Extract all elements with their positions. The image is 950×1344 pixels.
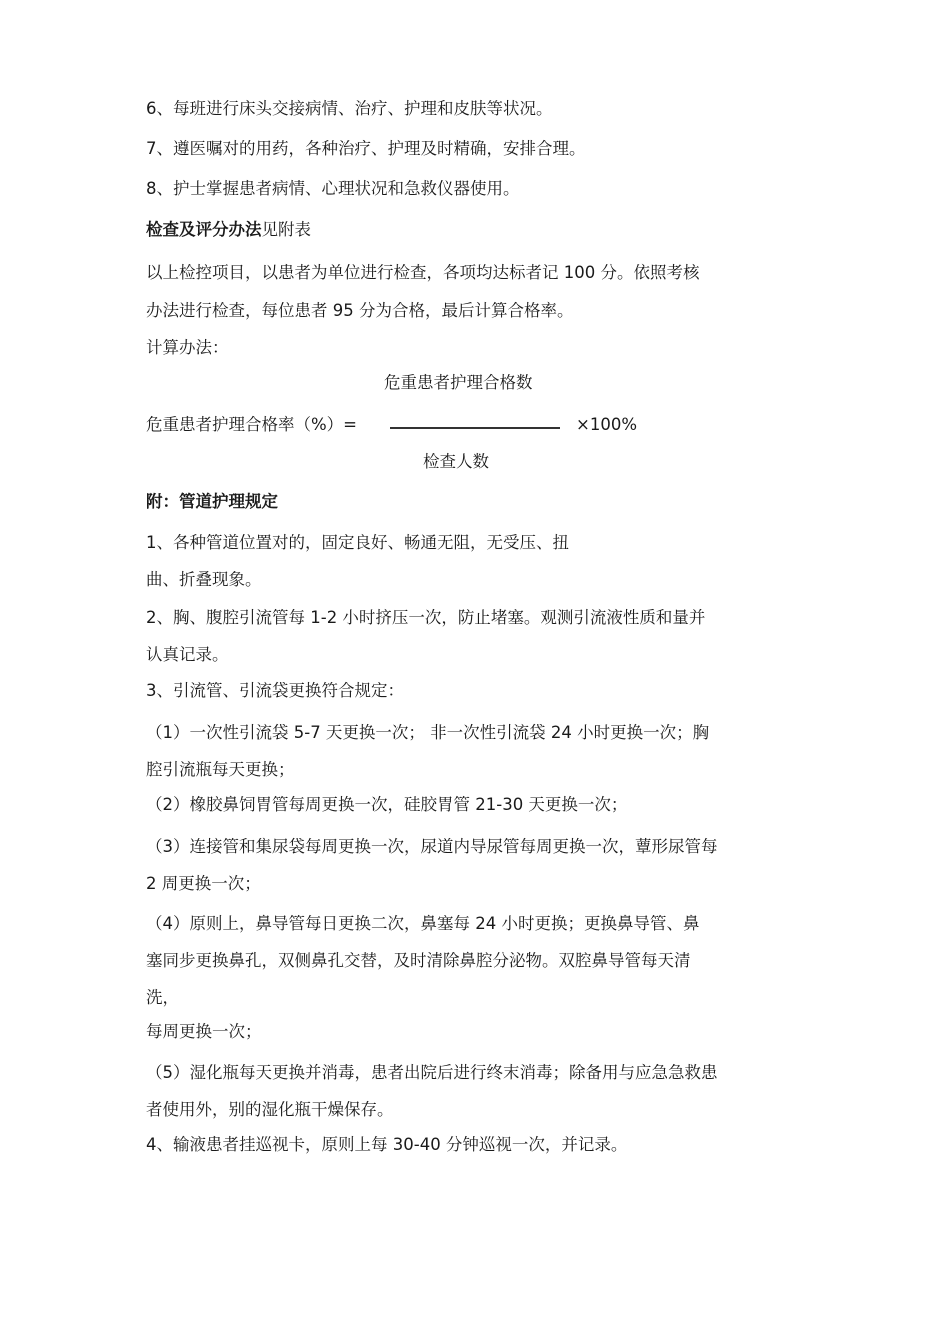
sub-item-1-line-2: 腔引流瓶每天更换； [146, 760, 295, 779]
check-heading-bold: 检查及评分办法 [146, 220, 262, 239]
formula-left: 危重患者护理合格率（%）= [146, 415, 358, 434]
sub-item-4-line-4: 每周更换一次； [146, 1022, 262, 1041]
paragraph-line-1: 以上检控项目，以患者为单位进行检查，各项均达标者记 100 分。依照考核 [146, 263, 700, 282]
appendix-item-1-line-2: 曲、折叠现象。 [146, 570, 262, 589]
sub-item-3-line-1: （3）连接管和集尿袋每周更换一次，尿道内导尿管每周更换一次，蕈形尿管每 [146, 837, 718, 856]
appendix-item-4: 4、输液患者挂巡视卡，原则上每 30-40 分钟巡视一次，并记录。 [146, 1135, 628, 1154]
appendix-item-3: 3、引流管、引流袋更换符合规定： [146, 681, 404, 700]
appendix-item-2-line-2: 认真记录。 [146, 645, 229, 664]
appendix-item-1-line-1: 1、各种管道位置对的，固定良好、畅通无阻，无受压、扭 [146, 533, 569, 552]
item-6: 6、每班进行床头交接病情、治疗、护理和皮肤等状况。 [146, 99, 553, 118]
sub-item-4-line-1: （4）原则上，鼻导管每日更换二次，鼻塞每 24 小时更换；更换鼻导管、鼻 [146, 914, 700, 933]
sub-item-4-line-3: 洗， [146, 988, 179, 1007]
formula-denominator: 检查人数 [423, 452, 489, 471]
sub-item-5-line-1: （5）湿化瓶每天更换并消毒，患者出院后进行终末消毒；除备用与应急急救患 [146, 1063, 718, 1082]
formula-numerator: 危重患者护理合格数 [384, 373, 533, 392]
paragraph-line-2: 办法进行检查，每位患者 95 分为合格，最后计算合格率。 [146, 301, 574, 320]
item-8: 8、护士掌握患者病情、心理状况和急救仪器使用。 [146, 179, 520, 198]
formula-right: ×100% [576, 415, 637, 434]
appendix-heading: 附：管道护理规定 [146, 492, 278, 511]
sub-item-4-line-2: 塞同步更换鼻孔，双侧鼻孔交替，及时清除鼻腔分泌物。双腔鼻导管每天清 [146, 951, 691, 970]
sub-item-1-line-1: （1）一次性引流袋 5-7 天更换一次； 非一次性引流袋 24 小时更换一次；胸 [146, 723, 710, 742]
calc-label: 计算办法： [146, 338, 229, 357]
sub-item-2: （2）橡胶鼻饲胃管每周更换一次，硅胶胃管 21-30 天更换一次； [146, 795, 628, 814]
appendix-item-2-line-1: 2、胸、腹腔引流管每 1-2 小时挤压一次，防止堵塞。观测引流液性质和量并 [146, 608, 706, 627]
sub-item-5-line-2: 者使用外，别的湿化瓶干燥保存。 [146, 1100, 394, 1119]
sub-item-3-line-2: 2 周更换一次； [146, 874, 261, 893]
fraction-bar [390, 427, 560, 429]
check-heading [146, 219, 311, 241]
check-heading-rest: 见附表 [261, 220, 311, 239]
item-7: 7、遵医嘱对的用药，各种治疗、护理及时精确，安排合理。 [146, 139, 586, 158]
